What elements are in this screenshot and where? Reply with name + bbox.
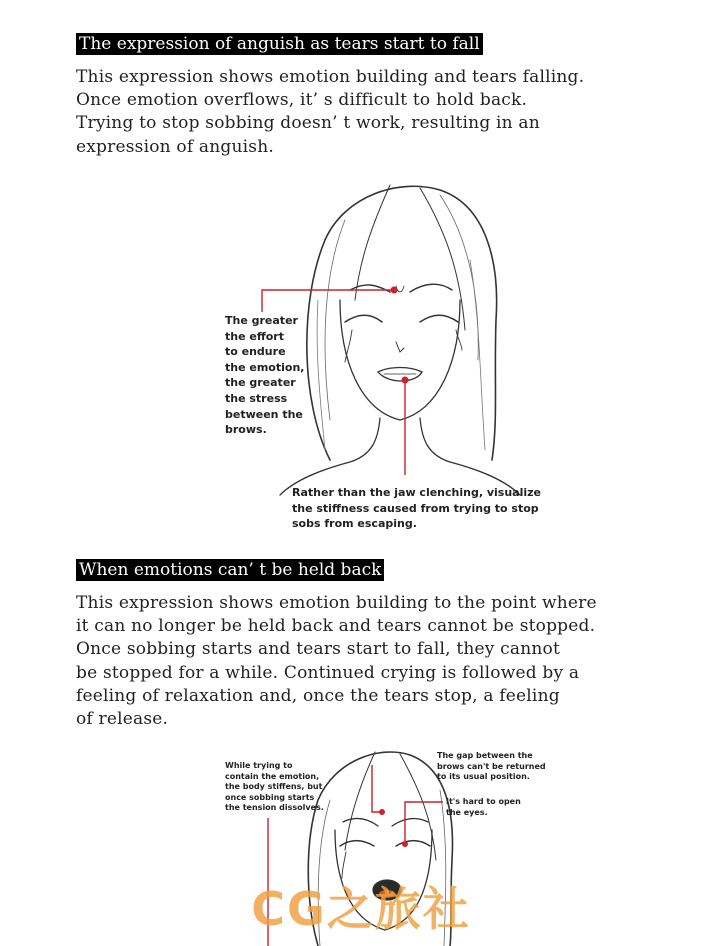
annotation-body-stiffens: While trying to contain the emotion, the body stiffens, but once sobbing starts the tension dissolves. [225, 761, 324, 812]
section1-body: This expression shows emotion building and tears falling. Once emotion overflows, it’ s difficult to hold back. Trying to stop sobbing doesn’ t work, resulting in an expression of anguish. [76, 67, 585, 157]
section2-heading: When emotions can’ t be held back [76, 559, 384, 581]
annotation-brow-gap: The gap between the brows can't be returned to its usual position. [437, 751, 546, 781]
annotation-eyes: It's hard to open the eyes. [446, 797, 521, 817]
annotation-brow-stress: The greater the effort to endure the emotion, the greater the stress between the brows. [225, 314, 305, 437]
section1-heading: The expression of anguish as tears start to fall [76, 33, 483, 55]
watermark-logo: CG之旅社 [251, 882, 471, 936]
section2-body: This expression shows emotion building to the point where it can no longer be held back and tears cannot be stopped. Once sobbing starts and tears start to fall, they cannot be stopped for a while. Continued crying is followed by a feeling of relaxation and, once the tears stop, a feeling of release. [76, 593, 597, 730]
annotation-jaw-stiffness: Rather than the jaw clenching, visualize the stiffness caused from trying to stop sobs from escaping. [292, 486, 541, 531]
